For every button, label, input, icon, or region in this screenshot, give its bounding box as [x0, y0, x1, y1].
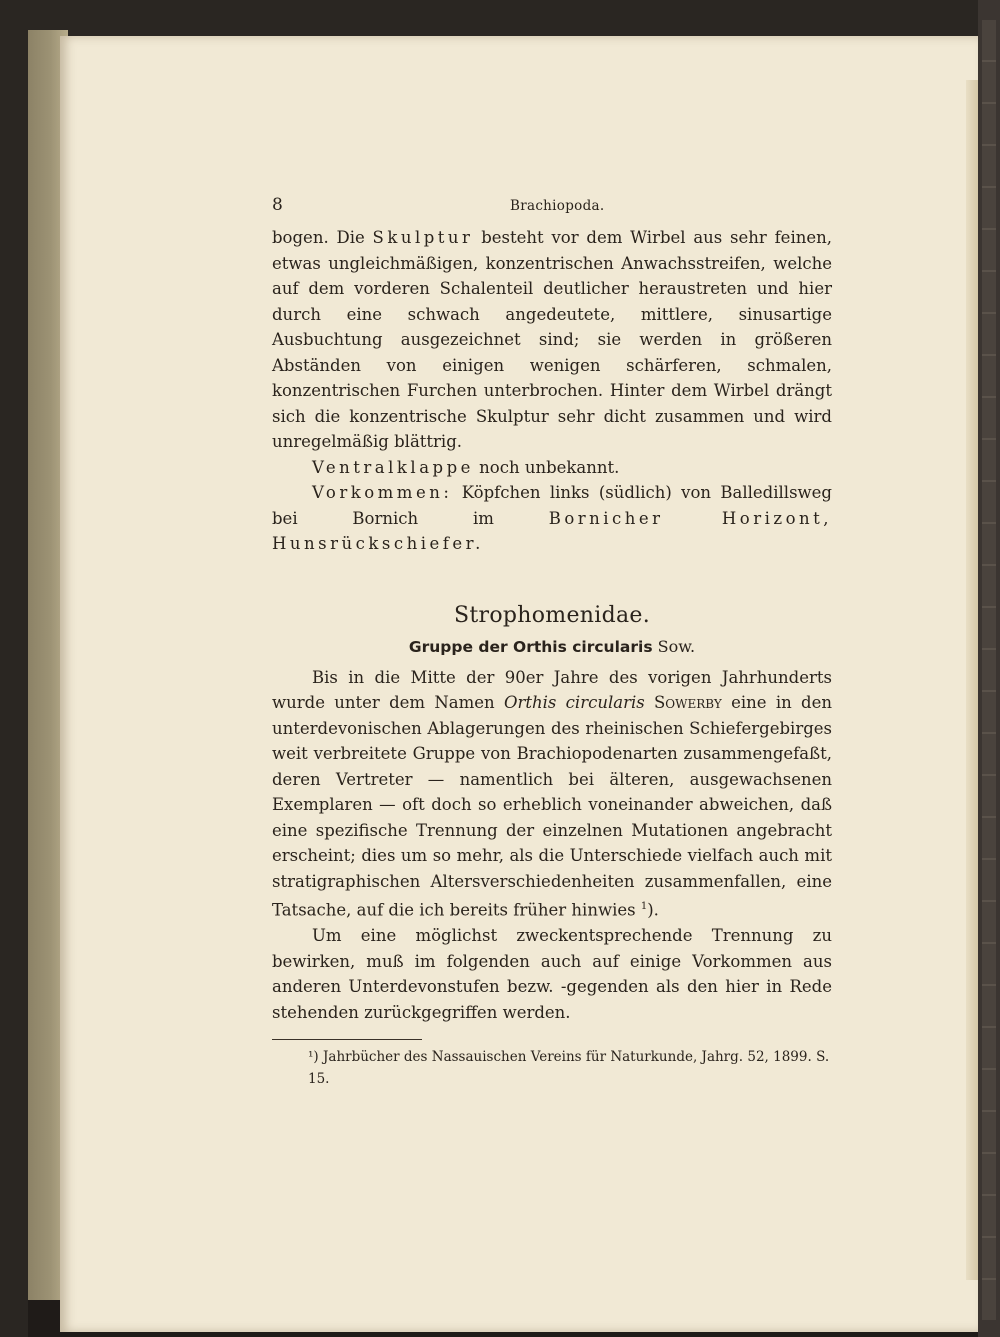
paragraph-ventral: Ventralklappe noch unbekannt. [312, 457, 620, 477]
term-horizont: Bornicher Horizont, Hunsrückschiefer. [272, 508, 833, 553]
running-title: Brachiopoda. [510, 198, 605, 214]
page-edge [966, 80, 978, 1280]
taxon-name: Orthis circularis [503, 693, 645, 712]
page-number: 8 [272, 195, 283, 215]
footnote [272, 1046, 832, 1090]
footnote-marker: ¹) [308, 1049, 319, 1065]
term-ventralklappe: Ventralklappe [312, 457, 474, 477]
paragraph-occurrence: Vorkommen: Köpfchen links (südlich) von Balledillsweg bei Bornich im Bornicher Horizont, Hunsrückschiefer. [272, 483, 833, 553]
page-text [272, 195, 832, 1090]
term-vorkommen: Vorkommen: [312, 483, 453, 502]
footnote-reference: 1 [640, 901, 648, 912]
paragraph-orthis: Bis in die Mitte der 90er Jahre des vorigen Jahrhunderts wurde unter dem Namen Orthis circularis Sowerby eine in den unterdevonischen Ablagerungen des rheinischen Schiefergebirges weit verbreitete Gruppe von Brachiopodenarten zusammengefaßt, deren Vertreter — namentlich bei älteren, ausgewachsenen Exemplaren — oft doch so erheblich voneinander abweichen, daß eine spezifische Trennung der einzelnen Mutationen angebracht erscheint; dies um so mehr, als die Unterschiede vielfach auch mit stratigraphischen Altersverschiedenheiten zusammenfallen, eine Tatsache, auf die ich bereits früher hinwies $^1$). [272, 667, 832, 920]
term-skulptur: Skulptur [372, 228, 474, 247]
paragraph-separation: Um eine möglichst zweckentsprechende Trennung zu bewirken, muß im folgenden auch auf einige Vorkommen aus anderen Unterdevonstufen bezw. -gegenden als den hier in Rede stehenden zurückgegriffen werden. [272, 926, 832, 1022]
section-subheading: Gruppe der Orthis circularis Sow. [408, 636, 696, 656]
binding-edge [978, 0, 1000, 1337]
author-name: Sowerby [654, 693, 722, 712]
section-heading: Strophomenidae. [454, 602, 650, 628]
footnote-text: Jahrbücher des Nassauischen Vereins für Naturkunde, Jahrg. 52, 1899. S. 15. [308, 1049, 830, 1087]
footnote-rule [272, 1039, 422, 1040]
paragraph-sculpture: bogen. Die Skulptur besteht vor dem Wirbel aus sehr feinen, etwas ungleichmäßigen, konzentrischen Anwachsstreifen, welche auf dem vorderen Schalenteil deutlicher heraustreten und hier durch eine schwach angedeutete, mittlere, sinusartige Ausbuchtung ausgezeichnet sind; sie werden in größeren Abständen von einigen wenigen schärferen, schmalen, konzentrischen Furchen unterbrochen. Hinter dem Wirbel drängt sich die konzentrische Skulptur sehr dicht zusammen und wird unregelmäßig blättrig. [272, 228, 832, 451]
page-header [272, 195, 832, 225]
